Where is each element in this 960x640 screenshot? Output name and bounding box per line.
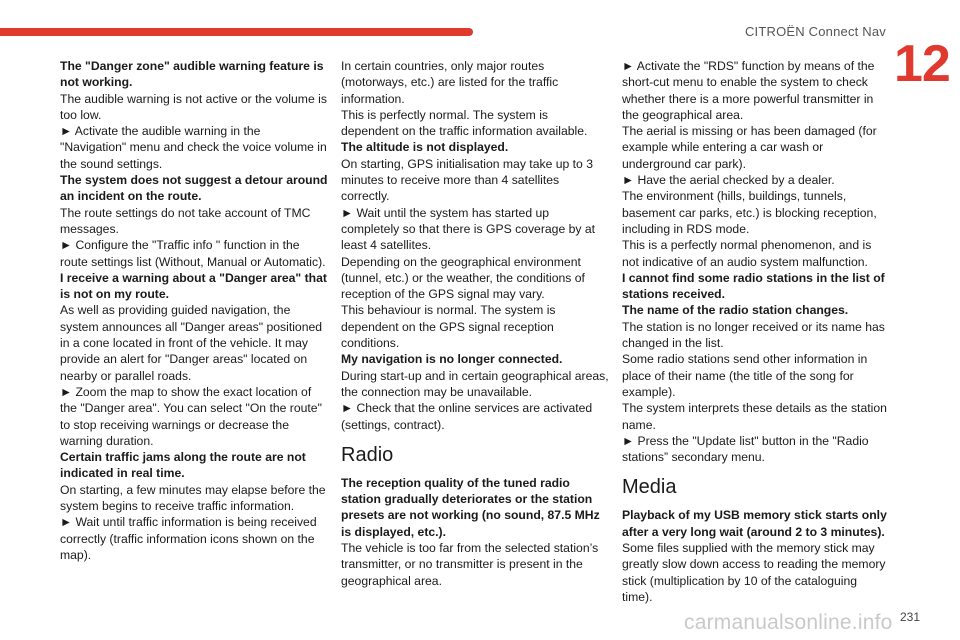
paragraph: This is a perfectly normal phenomenon, and is not indicative of an audio system malfunction. (622, 238, 872, 269)
paragraph: The system interprets these details as the station name. (622, 401, 887, 432)
issue-title: The name of the radio station changes. (622, 303, 849, 318)
paragraph: The audible warning is not active or the volume is too low. (60, 91, 327, 122)
watermark: carmanualsonline.info (684, 611, 893, 634)
paragraph: Depending on the geographical environment (tunnel, etc.) or the weather, the conditions of reception of the GPS signal may vary. (341, 254, 585, 302)
header-accent-bar (0, 28, 473, 36)
instruction-step: ► Wait until the system has started up completely so that there is GPS coverage by at least 4 satellites. (341, 205, 596, 253)
paragraph: Some radio stations send other information in place of their name (the title of the song for example). (622, 352, 868, 399)
paragraph: On starting, GPS initialisation may take up to 3 minutes to receive more than 4 satellites correctly. (341, 156, 593, 204)
issue-title: I cannot find some radio stations in the list of stations received. (622, 270, 885, 302)
text-column-1 (60, 58, 328, 563)
instruction-step: ► Press the "Update list" button in the "Radio stations” secondary menu. (622, 433, 869, 465)
paragraph: The vehicle is too far from the selected station’s transmitter, or no transmitter is present in the geographical area. (341, 541, 599, 588)
issue-title: The reception quality of the tuned radio station gradually deteriorates or the station presets are not working (no sound, 87.5 MHz is displayed, etc.). (341, 475, 600, 539)
page-number: 231 (899, 610, 920, 624)
issue-title: The system does not suggest a detour around an incident on the route. (60, 173, 328, 204)
paragraph: During start-up and in certain geographical areas, the connection may be unavailable. (341, 368, 609, 399)
chapter-number: 12 (894, 35, 950, 93)
paragraph: This is perfectly normal. The system is dependent on the traffic information available. (341, 107, 588, 139)
instruction-step: ► Activate the audible warning in the "Navigation" menu and check the voice volume in the sound settings. (60, 124, 327, 171)
section-heading: Radio (341, 443, 394, 466)
section-heading: Media (622, 476, 677, 499)
issue-title: The altitude is not displayed. (341, 140, 509, 155)
header-title: CITROËN Connect Nav (744, 24, 886, 39)
paragraph: Some files supplied with the memory stick may greatly slow down access to reading the memory stick (multiplication by 10 of the cataloguing time). (622, 541, 886, 604)
paragraph: The environment (hills, buildings, tunnels, basement car parks, etc.) is blocking reception, including in RDS mode. (622, 189, 877, 236)
paragraph: On starting, a few minutes may elapse before the system begins to receive traffic information. (60, 482, 326, 514)
text-column-2 (341, 58, 609, 589)
instruction-step: ► Configure the "Traffic info " function in the route settings list (Without, Manual or Automatic). (60, 238, 326, 269)
paragraph: The aerial is missing or has been damaged (for example while entering a car wash or underground car park). (622, 124, 877, 171)
paragraph: The route settings do not take account of TMC messages. (60, 205, 311, 236)
instruction-step: ► Check that the online services are activated (settings, contract). (341, 401, 593, 432)
paragraph: The station is no longer received or its name has changed in the list. (622, 319, 885, 351)
issue-title: I receive a warning about a "Danger area" that is not on my route. (60, 270, 327, 302)
paragraph: This behaviour is normal. The system is dependent on the GPS signal reception conditions. (341, 303, 556, 351)
issue-title: My navigation is no longer connected. (341, 352, 563, 367)
instruction-step: ► Have the aerial checked by a dealer. (622, 173, 835, 188)
paragraph: As well as providing guided navigation, the system announces all "Danger areas" positioned in a cone located in front of the vehicle. It may provide an alert for "Danger areas" located on nearby or parallel roads. (60, 303, 323, 383)
issue-title: Certain traffic jams along the route are not indicated in real time. (60, 450, 306, 481)
text-column-3 (622, 58, 890, 605)
issue-title: Playback of my USB memory stick starts only after a very long wait (around 2 to 3 minutes). (622, 508, 887, 539)
instruction-step: ► Wait until traffic information is being received correctly (traffic information icons shown on the map). (60, 515, 317, 562)
issue-title: The "Danger zone" audible warning feature is not working. (60, 59, 324, 90)
paragraph: In certain countries, only major routes (motorways, etc.) are listed for the traffic information. (341, 59, 559, 106)
instruction-step: ► Activate the "RDS" function by means of the short-cut menu to enable the system to check whether there is a more powerful transmitter in the geographical area. (622, 59, 875, 122)
instruction-step: ► Zoom the map to show the exact location of the "Danger area". You can select "On the route" to stop receiving warnings or decrease the warning duration. (60, 384, 322, 448)
